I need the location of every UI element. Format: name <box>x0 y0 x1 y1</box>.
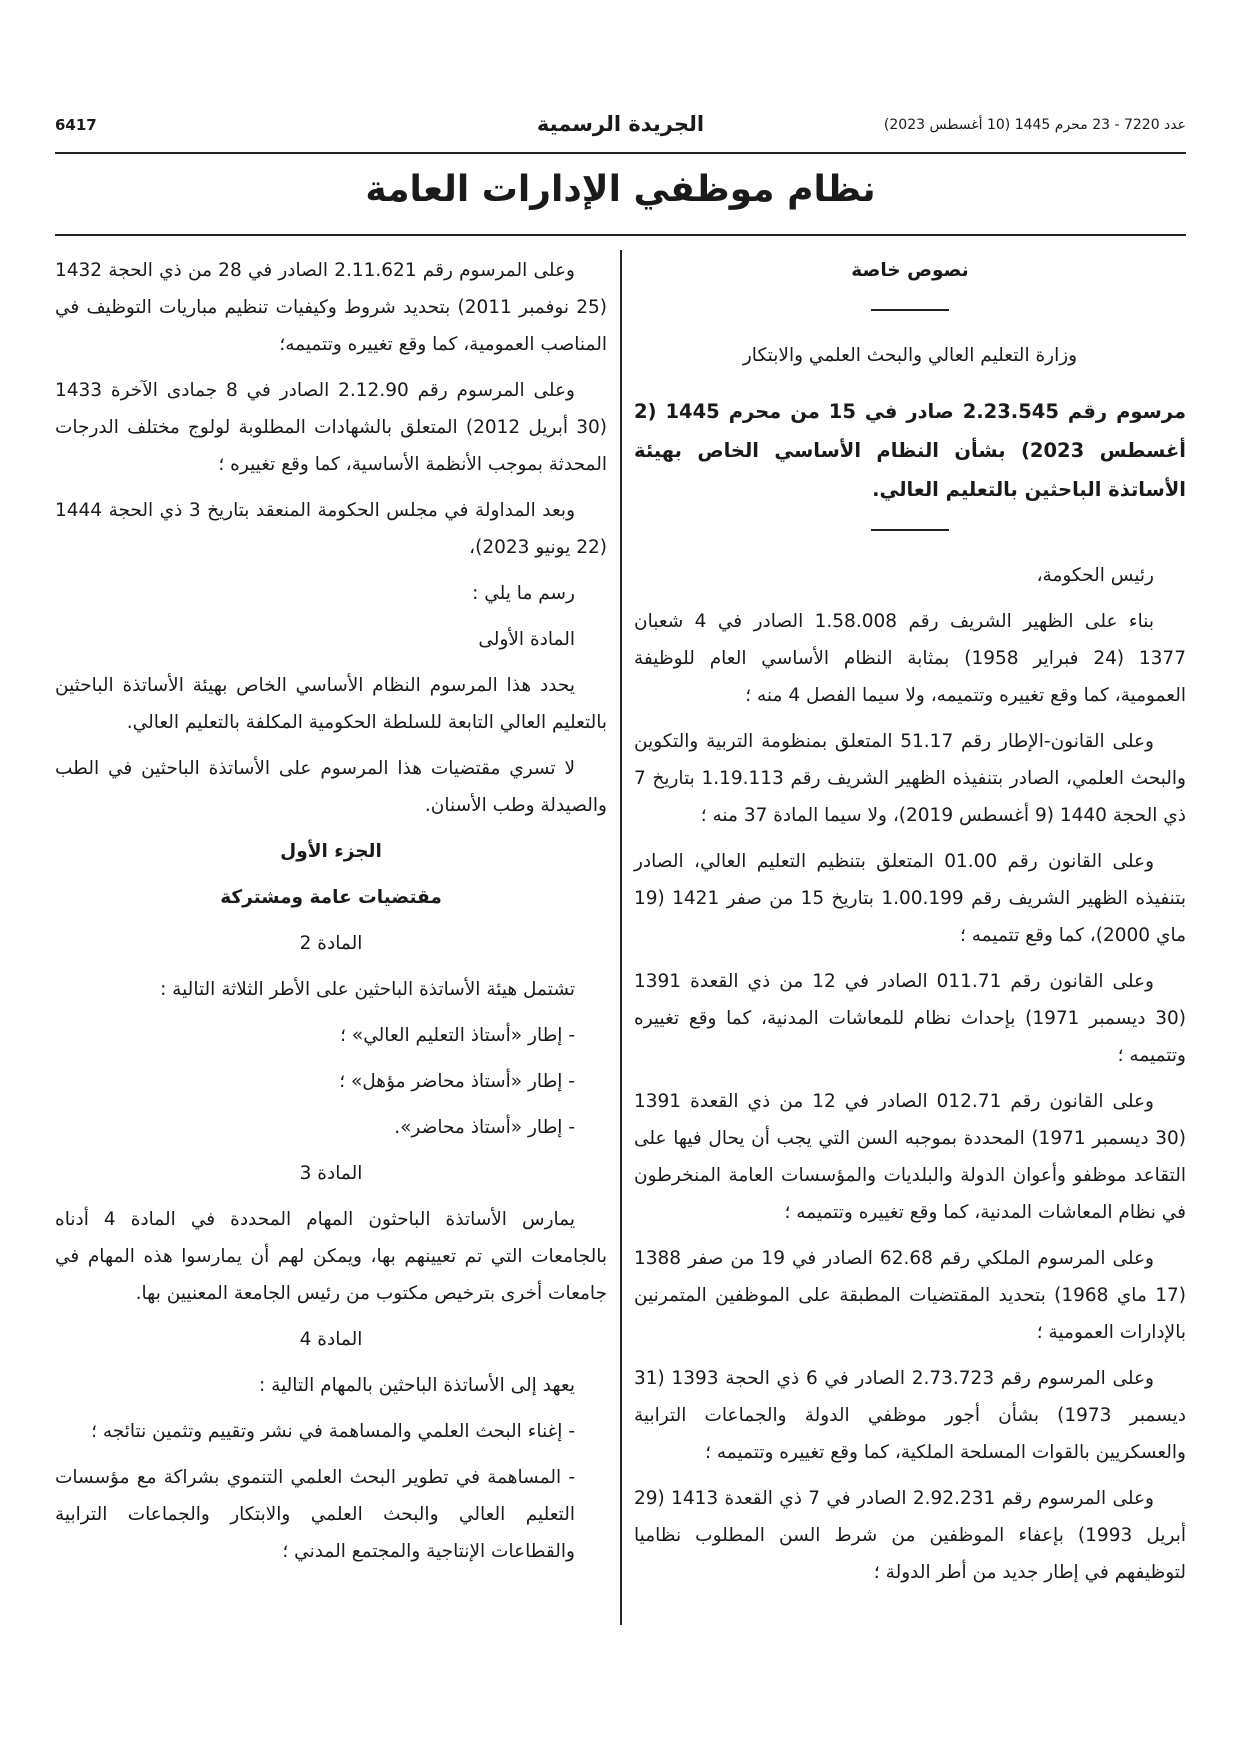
article-paragraph: يمارس الأساتذة الباحثون المهام المحددة في المادة 4 أدناه بالجامعات التي تم تعيينهم بها، ويمكن لهم أن يمارسوا هذه المهام في جامعات أخرى بترخيص مكتوب من رئيس الجامعة المعنيين بها. <box>55 1209 607 1304</box>
title-divider <box>55 234 1186 236</box>
preamble-paragraph: وعلى المرسوم رقم 2.92.231 الصادر في 7 ذي القعدة 1413 (29 أبريل 1993) بإعفاء الموظفين من شرط السن المطلوب نظاميا لتوظيفهم في إطار جديد من أطر الدولة ؛ <box>634 1488 1186 1583</box>
article-heading: المادة 3 <box>299 1163 363 1184</box>
preamble-paragraph: وعلى القانون رقم 012.71 الصادر في 12 من ذي القعدة 1391 (30 ديسمبر 1971) المحددة بموجبه السن التي يجب أن يحال فيها على التقاعد موظفو وأعوان الدولة والبلديات والمؤسسات العامة المنخرطون في نظام المعاشات المدنية، كما وقع تغييره وتتميمه ؛ <box>634 1091 1186 1223</box>
article-heading: المادة 2 <box>299 933 363 954</box>
article-paragraph: يحدد هذا المرسوم النظام الأساسي الخاص بهيئة الأساتذة الباحثين بالتعليم العالي التابعة للسلطة الحكومية المكلفة بالتعليم العالي. <box>55 675 607 733</box>
preamble-paragraph: وعلى القانون-الإطار رقم 51.17 المتعلق بمنظومة التربية والتكوين والبحث العلمي، الصادر بتنفيذه الظهير الشريف رقم 1.19.113 بتاريخ 7 ذي الحجة 1440 (9 أغسطس 2019)، ولا سيما المادة 37 منه ؛ <box>634 731 1186 826</box>
page-number: 6417 <box>55 116 97 134</box>
short-divider <box>871 529 949 531</box>
page-header <box>55 112 1186 154</box>
part-subheading: مقتضيات عامة ومشتركة <box>220 887 442 908</box>
article-heading: المادة 4 <box>299 1329 363 1350</box>
list-item: - إطار «أستاذ محاضر مؤهل» ؛ <box>339 1071 575 1092</box>
article-heading: المادة الأولى <box>478 629 575 650</box>
preamble-paragraph: وعلى القانون رقم 01.00 المتعلق بتنظيم التعليم العالي، الصادر بتنفيذه الظهير الشريف رقم 1.00.199 بتاريخ 15 من صفر 1421 (19 ماي 2000)، كما وقع تتميمه ؛ <box>634 851 1186 946</box>
column-divider <box>620 250 622 1625</box>
article-paragraph: لا تسري مقتضيات هذا المرسوم على الأساتذة الباحثين في الطب والصيدلة وطب الأسنان. <box>55 758 607 816</box>
ministry-name: وزارة التعليم العالي والبحث العلمي والابتكار <box>742 345 1078 366</box>
preamble-paragraph: وعلى المرسوم رقم 2.12.90 الصادر في 8 جمادى الآخرة 1433 (30 أبريل 2012) المتعلق بالشهادات المطلوبة لولوج مختلف الدرجات المحدثة بموجب الأنظمة الأساسية، كما وقع تغييره ؛ <box>55 380 607 475</box>
head-of-government: رئيس الحكومة، <box>1036 565 1154 586</box>
preamble-paragraph: وعلى القانون رقم 011.71 الصادر في 12 من ذي القعدة 1391 (30 ديسمبر 1971) بإحداث نظام للمعاشات المدنية، كما وقع تغييره وتتميمه ؛ <box>634 971 1186 1066</box>
list-item: - إغناء البحث العلمي والمساهمة في نشر وتقييم وتثمين نتائجه ؛ <box>91 1421 575 1442</box>
decreed-statement: رسم ما يلي : <box>472 583 575 604</box>
article-paragraph: يعهد إلى الأساتذة الباحثين بالمهام التالية : <box>259 1375 575 1396</box>
left-column <box>55 252 607 1579</box>
journal-title: الجريدة الرسمية <box>536 112 705 136</box>
short-divider <box>871 309 949 311</box>
preamble-paragraph: بناء على الظهير الشريف رقم 1.58.008 الصادر في 4 شعبان 1377 (24 فبراير 1958) بمثابة النظام الأساسي العام للوظيفة العمومية، كما وقع تغييره وتتميمه، ولا سيما الفصل 4 منه ؛ <box>634 611 1186 706</box>
decree-title: مرسوم رقم 2.23.545 صادر في 15 من محرم 1445 (2 أغسطس 2023) بشأن النظام الأساسي الخاص بهيئة الأساتذة الباحثين بالتعليم العالي. <box>634 400 1187 501</box>
right-column <box>634 252 1186 1600</box>
preamble-paragraph: وعلى المرسوم الملكي رقم 62.68 الصادر في 19 من صفر 1388 (17 ماي 1968) بتحديد المقتضيات المطبقة على الموظفين المتمرنين بالإدارات العمومية ؛ <box>634 1248 1186 1343</box>
page-title: نظام موظفي الإدارات العامة <box>365 169 876 210</box>
issue-info: عدد 7220 - 23 محرم 1445 (10 أغسطس 2023) <box>883 117 1186 133</box>
article-paragraph: تشتمل هيئة الأساتذة الباحثين على الأطر الثلاثة التالية : <box>160 979 575 1000</box>
list-item: - المساهمة في تطوير البحث العلمي التنموي بشراكة مع مؤسسات التعليم العالي والبحث العلمي والابتكار والجماعات الترابية والقطاعات الإنتاجية والمجتمع المدني ؛ <box>55 1467 575 1562</box>
part-heading: الجزء الأول <box>280 841 382 862</box>
list-item: - إطار «أستاذ محاضر». <box>394 1117 575 1138</box>
preamble-paragraph: وعلى المرسوم رقم 2.11.621 الصادر في 28 من ذي الحجة 1432 (25 نوفمبر 2011) بتحديد شروط وكيفيات تنظيم مباريات التوظيف في المناصب العمومية، كما وقع تغييره وتتميمه؛ <box>55 260 607 355</box>
section-heading: نصوص خاصة <box>851 260 969 281</box>
list-item: - إطار «أستاذ التعليم العالي» ؛ <box>340 1025 575 1046</box>
preamble-paragraph: وبعد المداولة في مجلس الحكومة المنعقد بتاريخ 3 ذي الحجة 1444 (22 يونيو 2023)، <box>55 500 607 558</box>
preamble-paragraph: وعلى المرسوم رقم 2.73.723 الصادر في 6 ذي الحجة 1393 (31 ديسمبر 1973) بشأن أجور موظفي الدولة والجماعات الترابية والعسكريين بالقوات المسلحة الملكية، كما وقع تغييره وتتميمه ؛ <box>634 1368 1186 1463</box>
